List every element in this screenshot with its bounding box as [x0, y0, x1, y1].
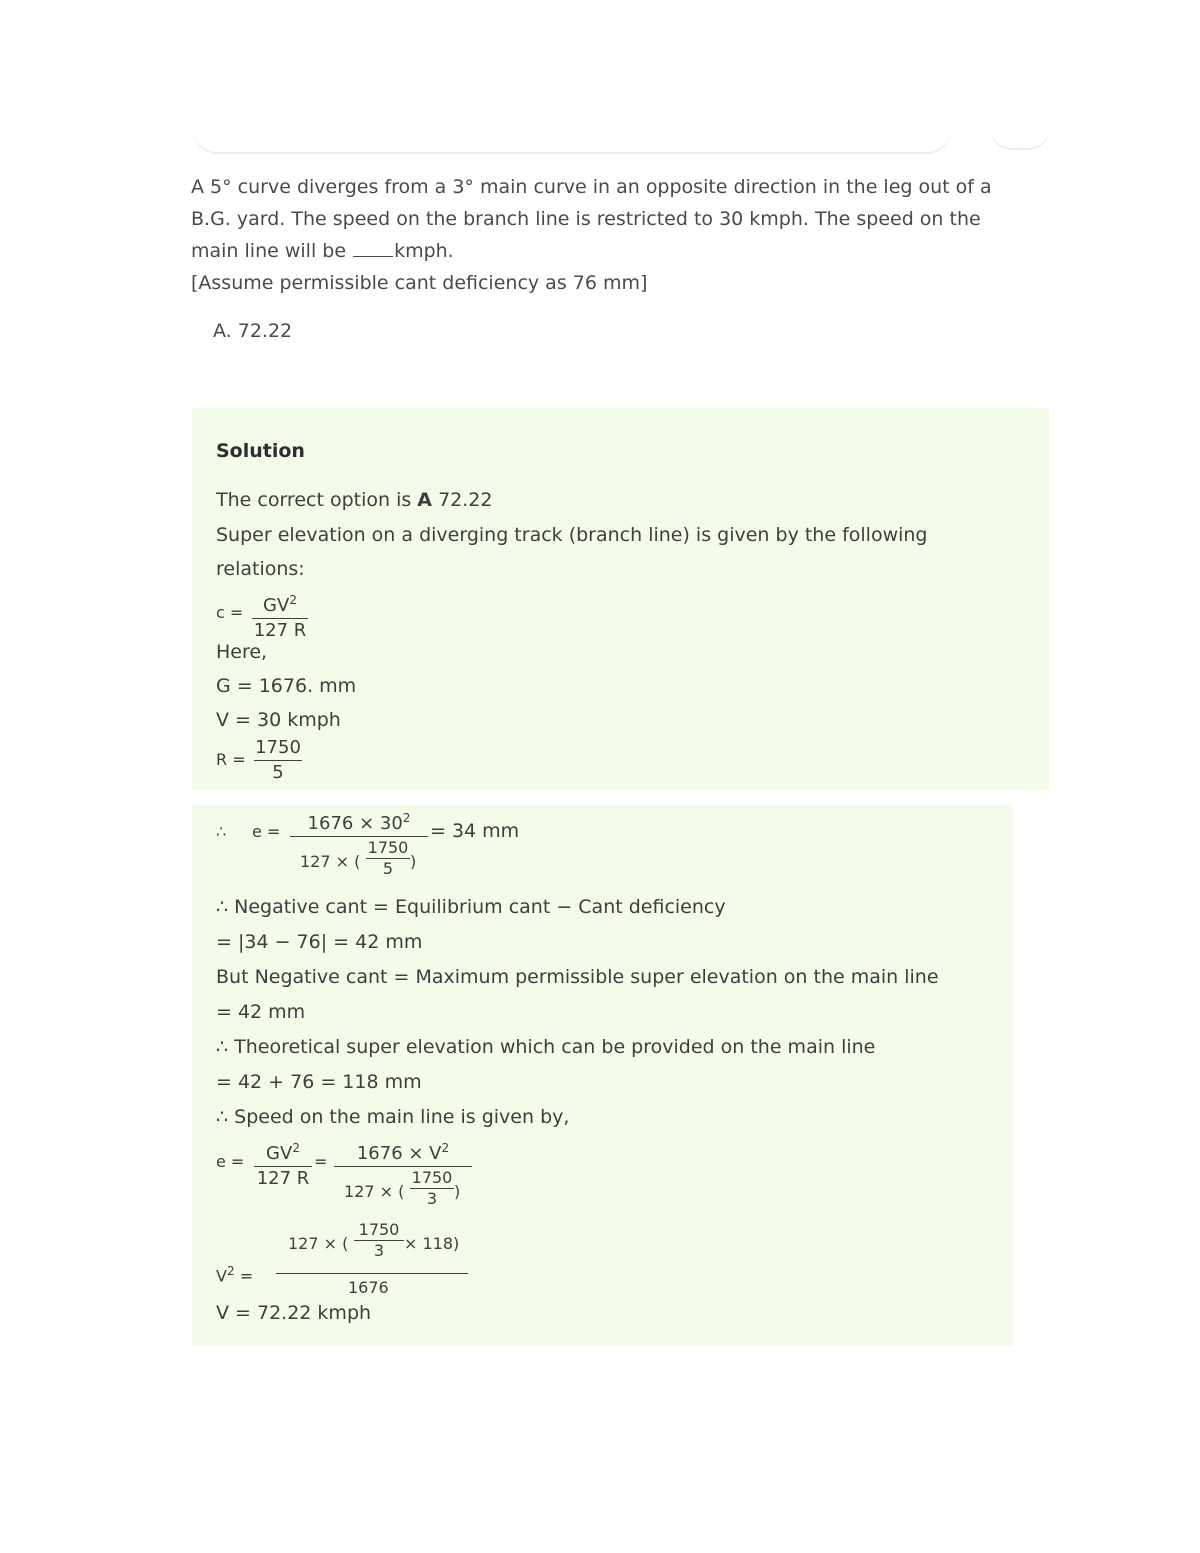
- formula-c-fraction: [252, 588, 308, 643]
- formula-c-exponent: 2: [289, 593, 297, 607]
- negative-cant-line: ∴ Negative cant = Equilibrium cant − Cant deficiency: [216, 896, 726, 918]
- formula-e-result: = 34 mm: [430, 820, 520, 842]
- formula-v2-denominator: 1676: [348, 1278, 389, 1297]
- radius-fraction: [254, 736, 302, 785]
- formula-v2-num-end: × 118): [404, 1234, 460, 1253]
- formula-e-numerator: 1676 × 30: [307, 813, 403, 834]
- formula-e-inner-denominator: 5: [382, 859, 394, 878]
- formula-v2-inner-denominator: 3: [373, 1241, 385, 1260]
- formula-e-inner-fraction: [366, 838, 410, 879]
- formula-v2-lhs: [216, 1264, 253, 1285]
- formula-e3-fraction: [334, 1136, 472, 1167]
- formula-v2-num-start: 127 × (: [288, 1234, 349, 1253]
- correct-option-letter: A: [417, 489, 433, 511]
- formula-e-den-end: ): [410, 852, 417, 871]
- answer-option-a[interactable]: A. 72.22: [213, 320, 293, 342]
- formula-e-den-start: 127 × (: [300, 852, 361, 871]
- radius-numerator: 1750: [255, 737, 301, 758]
- intro-line-1: Super elevation on a diverging track (branch line) is given by the following: [216, 524, 928, 546]
- formula-c-lhs: c =: [216, 603, 244, 622]
- correct-option-value: 72.22: [438, 489, 493, 511]
- card-edge: [192, 128, 952, 154]
- formula-e-fraction: [290, 806, 428, 837]
- question-line-1: A 5° curve diverges from a 3° main curve in an opposite direction in the leg out of a: [191, 176, 992, 198]
- formula-e3-exponent: 2: [441, 1141, 450, 1155]
- radius-denominator: 5: [272, 762, 284, 783]
- theoretical-value: = 42 + 76 = 118 mm: [216, 1071, 422, 1093]
- formula-e2-fraction: [254, 1136, 312, 1191]
- card-edge-right: [990, 128, 1050, 150]
- question-line-3-end: kmph.: [394, 240, 454, 262]
- theoretical-line: ∴ Theoretical super elevation which can be provided on the main line: [216, 1036, 876, 1058]
- question-line-2: B.G. yard. The speed on the branch line is restricted to 30 kmph. The speed on the: [191, 208, 981, 230]
- formula-c-denominator: 127 R: [253, 620, 307, 641]
- question-text: [191, 171, 1041, 299]
- formula-e-lhs: e =: [252, 822, 281, 841]
- answer-blank: [353, 238, 393, 257]
- formula-e2-exponent: 2: [292, 1141, 300, 1155]
- formula-e3-inner-numerator: 1750: [411, 1168, 453, 1187]
- solution-panel-top: [192, 408, 1049, 790]
- formula-e2-denominator: 127 R: [256, 1168, 310, 1189]
- speed-line: ∴ Speed on the main line is given by,: [216, 1106, 570, 1128]
- formula-e3-den-end: ): [454, 1182, 461, 1201]
- formula-v2-inner-fraction: [354, 1220, 404, 1261]
- question-assumption: [Assume permissible cant deficiency as 76 mm]: [191, 272, 648, 294]
- here-label: Here,: [216, 641, 268, 663]
- formula-c-numerator: GV: [263, 595, 290, 616]
- negative-cant-value: = |34 − 76| = 42 mm: [216, 931, 423, 953]
- gauge-value: G = 1676. mm: [216, 675, 357, 697]
- therefore-symbol: ∴: [216, 822, 227, 841]
- formula-e2-numerator: GV: [266, 1143, 293, 1164]
- correct-option-prefix: The correct option is: [216, 489, 412, 511]
- question-line-3-start: main line will be: [191, 240, 347, 262]
- formula-e3-inner-denominator: 3: [426, 1189, 438, 1208]
- formula-v2-symbol: V: [216, 1266, 227, 1286]
- formula-v2-equals: =: [239, 1266, 254, 1286]
- formula-e2-equals: =: [314, 1152, 328, 1171]
- velocity-value: V = 30 kmph: [216, 709, 341, 731]
- formula-v2-bar: [276, 1273, 468, 1274]
- but-negative-cant-line: But Negative cant = Maximum permissible super elevation on the main line: [216, 966, 939, 988]
- question-line-3: [191, 235, 1041, 267]
- formula-e-inner-numerator: 1750: [367, 838, 409, 857]
- formula-e3-numerator: 1676 × V: [356, 1143, 442, 1164]
- radius-lhs: R =: [216, 750, 246, 769]
- formula-v2-inner-numerator: 1750: [358, 1220, 400, 1239]
- solution-heading: Solution: [216, 440, 305, 462]
- formula-e2-lhs: e =: [216, 1152, 245, 1171]
- final-result: V = 72.22 kmph: [216, 1302, 372, 1324]
- formula-e3-den-start: 127 × (: [344, 1182, 405, 1201]
- correct-option-line: [216, 489, 492, 511]
- formula-e-exponent: 2: [402, 811, 411, 825]
- formula-v2-exponent: 2: [226, 1264, 235, 1278]
- formula-e3-inner-fraction: [410, 1168, 454, 1209]
- intro-line-2: relations:: [216, 558, 305, 580]
- max-super-elevation-value: = 42 mm: [216, 1001, 306, 1023]
